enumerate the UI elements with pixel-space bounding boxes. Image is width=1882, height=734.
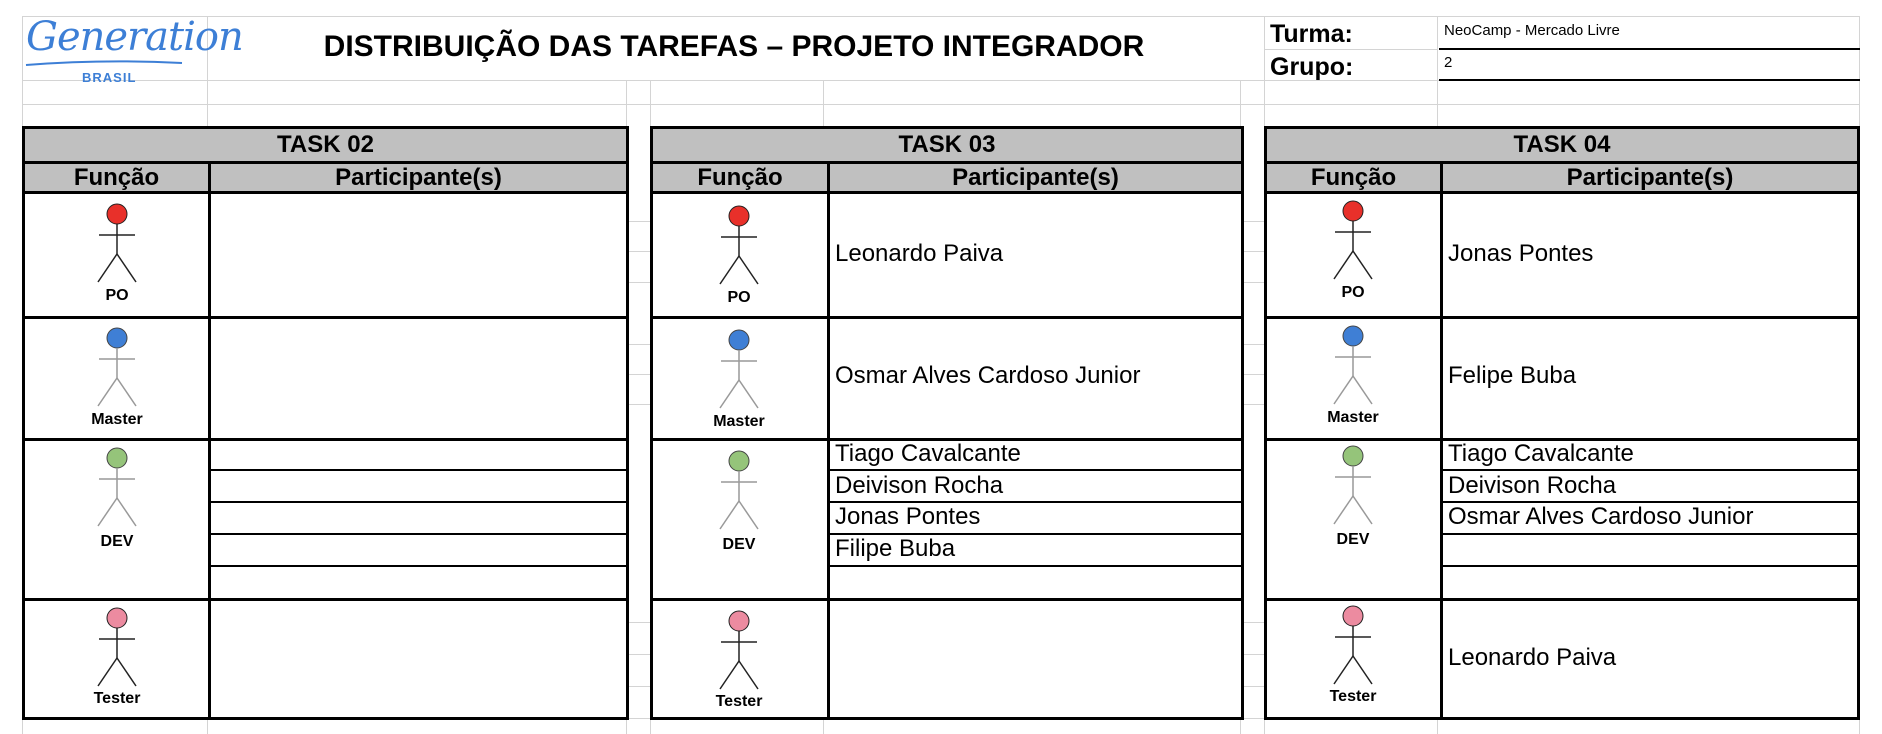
gridline — [626, 282, 651, 283]
dev-row-divider — [1443, 533, 1857, 535]
role-label: Master — [91, 411, 143, 428]
logo-wordmark: Generation — [26, 14, 243, 60]
dev-row-divider — [211, 501, 626, 503]
role-label: Tester — [1329, 688, 1377, 705]
dev-row-divider — [1443, 469, 1857, 471]
role-master — [67, 326, 167, 438]
participant-dev[interactable]: Tiago Cavalcante — [835, 440, 1021, 467]
row-divider — [1267, 316, 1857, 319]
gridline — [626, 374, 651, 375]
participant-dev[interactable]: Deivison Rocha — [835, 472, 1004, 499]
row-divider — [25, 598, 626, 601]
gridline — [626, 686, 651, 687]
role-tester — [67, 606, 167, 718]
stick-figure-master-icon — [707, 328, 771, 414]
column-header-funcao: Função — [653, 164, 827, 194]
task-title: TASK 03 — [653, 129, 1241, 164]
gridline — [626, 221, 651, 222]
gridline — [626, 404, 651, 405]
dev-row-divider — [211, 565, 626, 567]
column-header-funcao: Função — [25, 164, 208, 194]
stick-figure-dev-icon — [1321, 444, 1385, 530]
column-header-participantes: Participante(s) — [830, 164, 1241, 194]
stick-figure-po-icon — [1321, 199, 1385, 285]
stick-figure-master-icon — [85, 326, 149, 412]
role-label: Tester — [93, 690, 141, 707]
task-title: TASK 02 — [25, 129, 626, 164]
role-label: PO — [727, 289, 751, 306]
stick-figure-dev-icon — [85, 446, 149, 532]
turma-value[interactable]: NeoCamp - Mercado Livre — [1444, 22, 1620, 39]
role-label: Master — [713, 413, 765, 430]
gridline — [626, 622, 651, 623]
role-dev — [689, 449, 789, 561]
grupo-label: Grupo: — [1270, 53, 1354, 81]
participant-master[interactable]: Osmar Alves Cardoso Junior — [835, 362, 1141, 389]
stick-figure-dev-icon — [707, 449, 771, 535]
gridline — [626, 654, 651, 655]
task-title: TASK 04 — [1267, 129, 1857, 164]
row-divider — [25, 438, 626, 441]
row-divider — [1267, 598, 1857, 601]
role-label: DEV — [722, 536, 756, 553]
role-dev — [1303, 444, 1403, 556]
participant-master[interactable]: Felipe Buba — [1448, 362, 1577, 389]
grupo-value[interactable]: 2 — [1444, 54, 1453, 71]
dev-row-divider — [830, 469, 1241, 471]
participant-tester[interactable]: Leonardo Paiva — [1448, 644, 1617, 671]
role-label: PO — [105, 287, 129, 304]
gridline — [22, 104, 1860, 105]
role-label: PO — [1341, 284, 1365, 301]
stick-figure-po-icon — [85, 202, 149, 288]
turma-underline — [1439, 48, 1860, 50]
grupo-underline — [1439, 79, 1860, 81]
gridline — [626, 344, 651, 345]
role-tester — [1303, 604, 1403, 716]
task-table-04 — [1264, 126, 1860, 720]
logo-subtitle: BRASIL — [82, 70, 137, 85]
role-label: DEV — [100, 533, 134, 550]
row-divider — [653, 598, 1241, 601]
task-table-02 — [22, 126, 629, 720]
role-master — [689, 328, 789, 440]
participant-dev[interactable]: Deivison Rocha — [1448, 472, 1617, 499]
stick-figure-tester-icon — [1321, 604, 1385, 690]
role-master — [1303, 324, 1403, 436]
column-header-funcao: Função — [1267, 164, 1440, 194]
dev-row-divider — [830, 565, 1241, 567]
role-label: Master — [1327, 409, 1379, 426]
column-header-participantes: Participante(s) — [1443, 164, 1857, 194]
stick-figure-tester-icon — [85, 606, 149, 692]
participant-dev[interactable]: Jonas Pontes — [835, 503, 981, 530]
participant-po[interactable]: Jonas Pontes — [1448, 240, 1594, 267]
stick-figure-po-icon — [707, 204, 771, 290]
role-tester — [689, 609, 789, 721]
participant-dev[interactable]: Tiago Cavalcante — [1448, 440, 1634, 467]
turma-label: Turma: — [1270, 20, 1353, 48]
column-header-participantes: Participante(s) — [211, 164, 626, 194]
role-po — [689, 204, 789, 316]
dev-row-divider — [1443, 565, 1857, 567]
row-divider — [25, 316, 626, 319]
participant-dev[interactable]: Filipe Buba — [835, 535, 956, 562]
role-po — [1303, 199, 1403, 311]
stick-figure-master-icon — [1321, 324, 1385, 410]
role-dev — [67, 446, 167, 558]
role-label: Tester — [715, 693, 763, 710]
participant-dev[interactable]: Osmar Alves Cardoso Junior — [1448, 503, 1754, 530]
role-po — [67, 202, 167, 314]
dev-row-divider — [211, 469, 626, 471]
dev-row-divider — [211, 533, 626, 535]
row-divider — [653, 316, 1241, 319]
gridline — [626, 251, 651, 252]
task-table-03 — [650, 126, 1244, 720]
participant-po[interactable]: Leonardo Paiva — [835, 240, 1004, 267]
logo-underline-icon — [24, 58, 184, 68]
gridline — [1264, 49, 1438, 50]
role-label: DEV — [1336, 531, 1370, 548]
page-title: DISTRIBUIÇÃO DAS TAREFAS – PROJETO INTEGRADOR — [323, 30, 1145, 63]
stick-figure-tester-icon — [707, 609, 771, 695]
